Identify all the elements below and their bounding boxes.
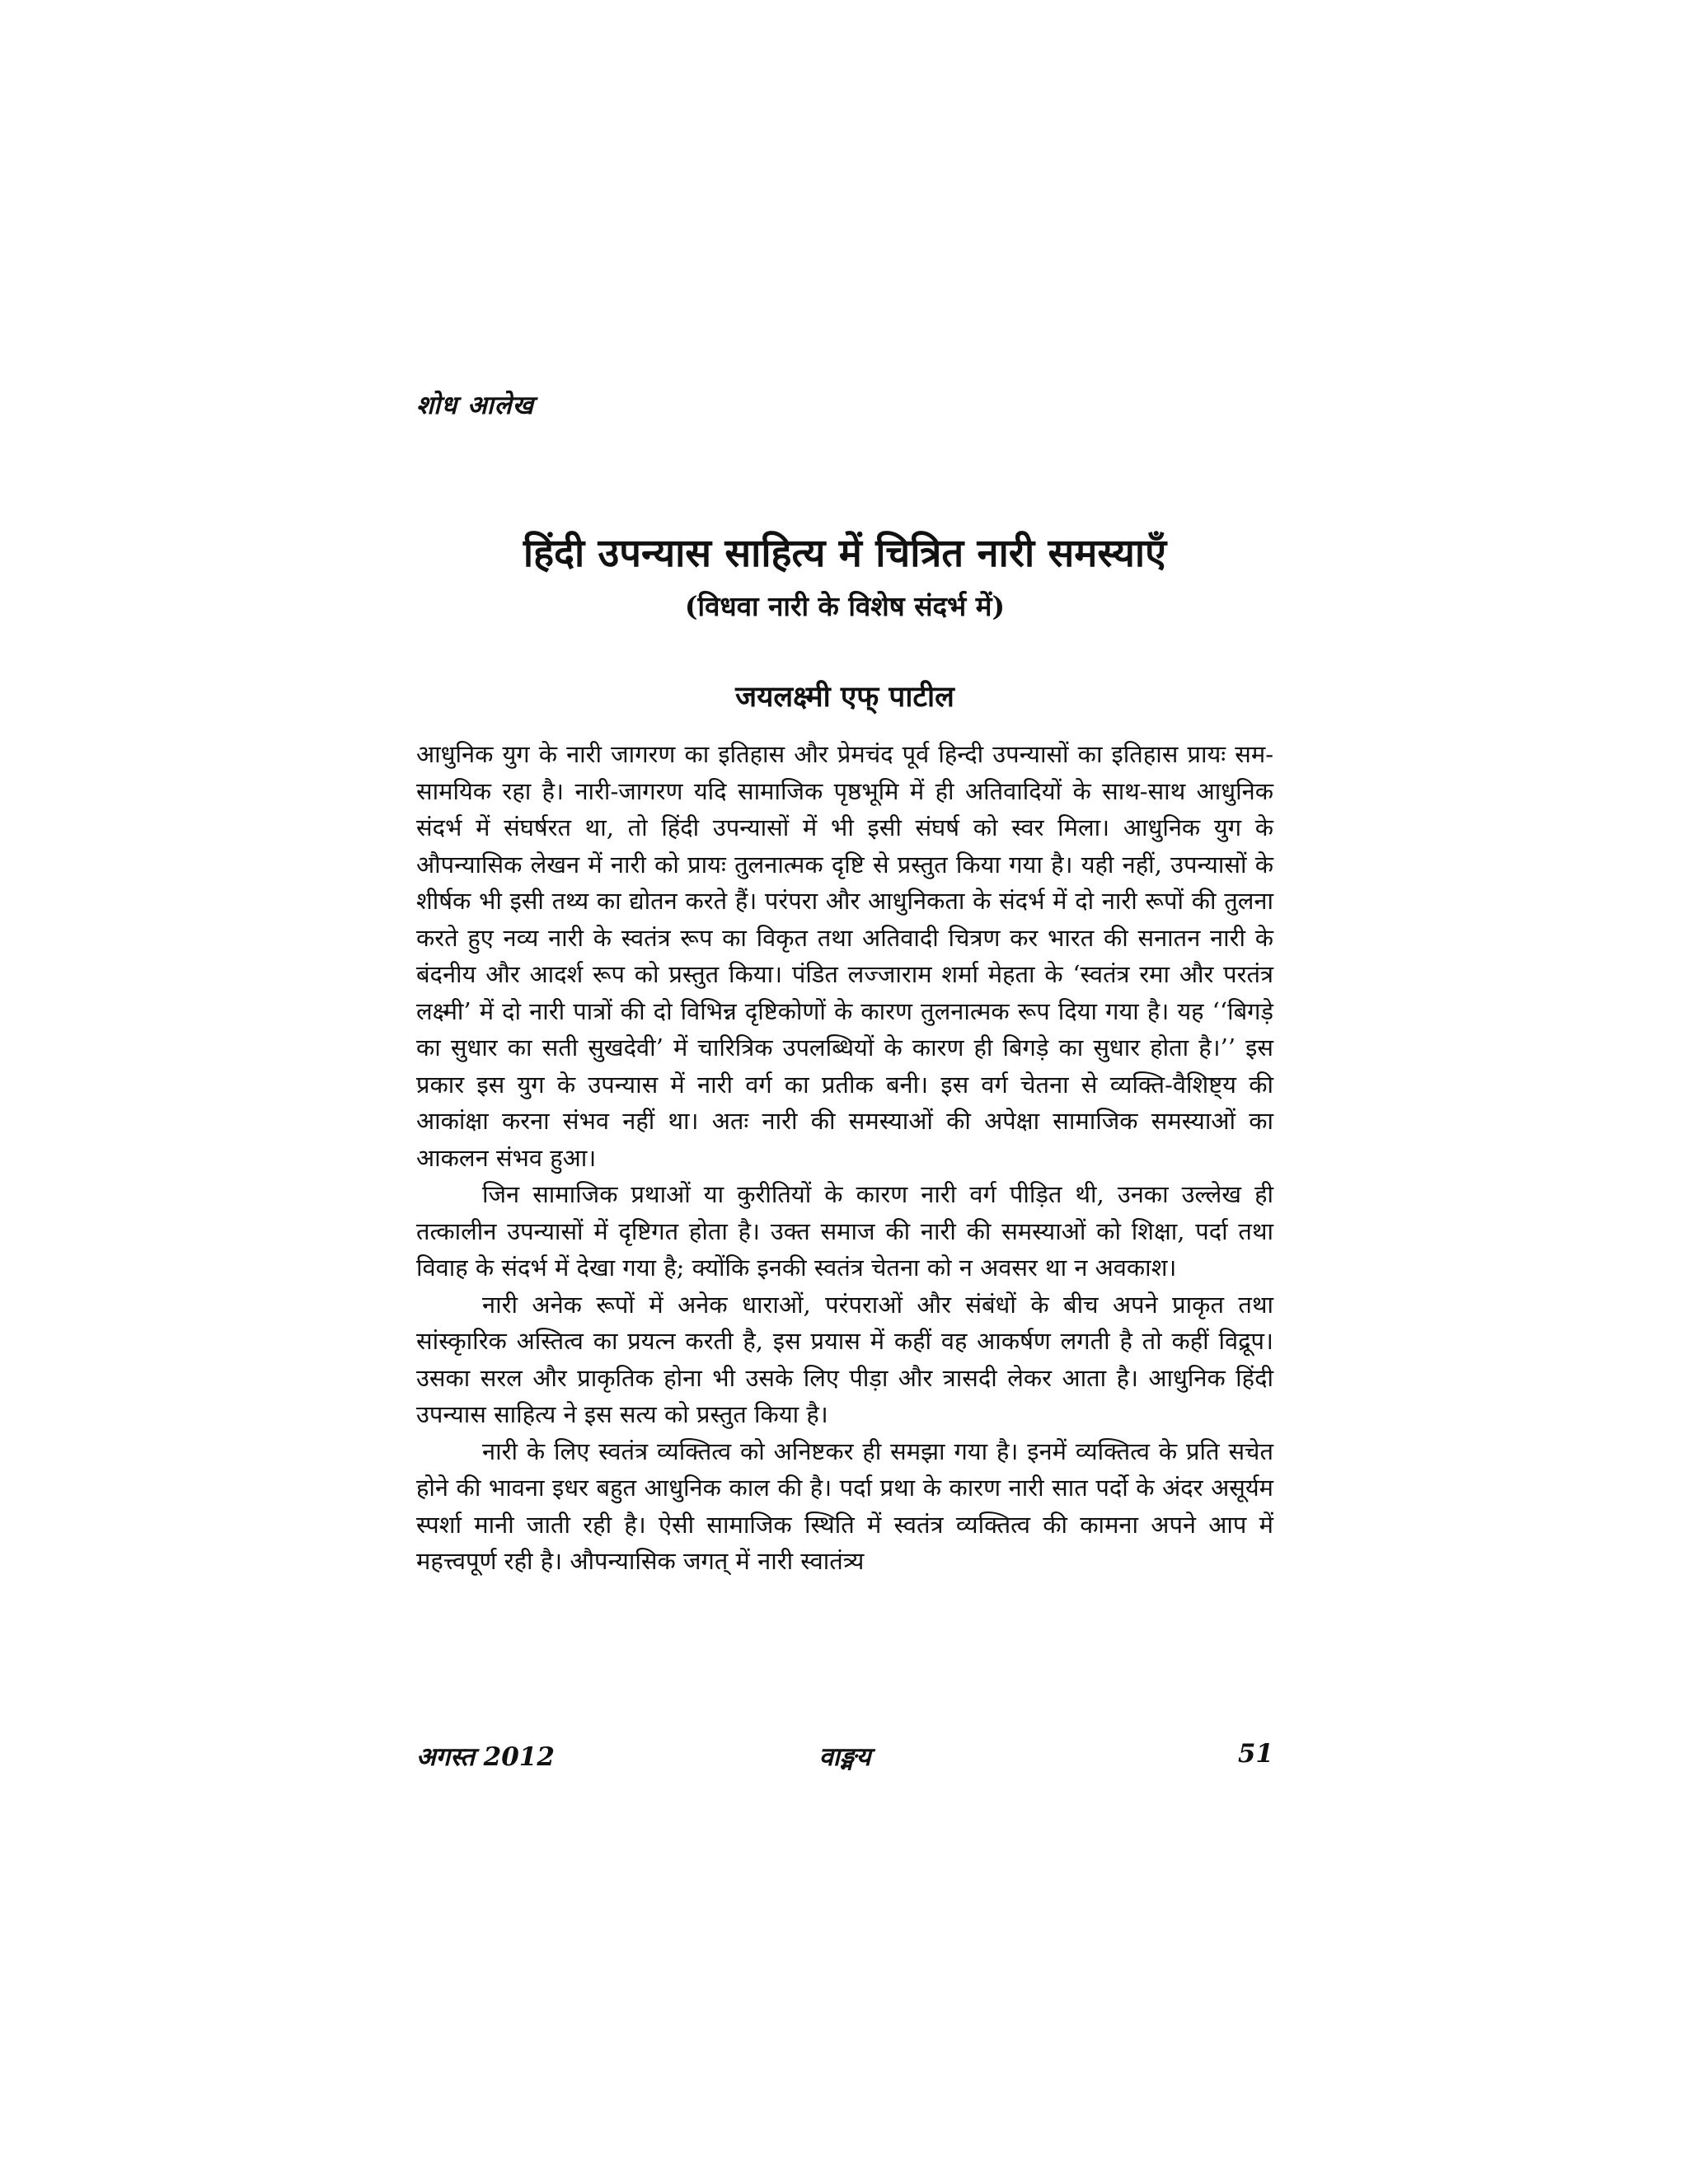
article-heading (416, 527, 1273, 722)
article-subtitle: (विधवा नारी के विशेष संदर्भ में) (684, 590, 1006, 622)
paragraph: नारी के लिए स्वतंत्र व्यक्तित्व को अनिष्टकर ही समझा गया है। इनमें व्यक्तित्व के प्रति सचेत होने की भावना इधर बहुत आधुनिक काल की है। पर्दा प्रथा के कारण नारी सात पर्दो के अंदर असूर्यम स्पर्शा मानी जाती रही है। ऐसी सामाजिक स्थिति में स्वतंत्र व्यक्तित्व की कामना अपने आप में महत्त्वपूर्ण रही है। औपन्यासिक जगत् में नारी स्वातंत्र्य (416, 1436, 1273, 1575)
article-author: जयलक्ष्मी एफ् पाटील (735, 680, 954, 714)
section-label: शोध आलेख (416, 391, 535, 420)
footer-journal-name: वाङ्मय (818, 1742, 871, 1772)
article-body (416, 736, 1273, 1580)
article-title: हिंदी उपन्यास साहित्य में चित्रित नारी समस्याएँ (523, 531, 1167, 576)
page-footer (416, 1739, 1273, 1772)
paragraph: जिन सामाजिक प्रथाओं या कुरीतियों के कारण नारी वर्ग पीड़ित थी, उनका उल्लेख ही तत्कालीन उपन्यासों में दृष्टिगत होता है। उक्त समाज की नारी की समस्याओं को शिक्षा, पर्दा तथा विवाह के संदर्भ में देखा गया है; क्योंकि इनकी स्वतंत्र चेतना को न अवसर था न अवकाश। (416, 1180, 1273, 1282)
footer-issue-date: अगस्त 2012 (416, 1742, 555, 1772)
paragraph: आधुनिक युग के नारी जागरण का इतिहास और प्रेमचंद पूर्व हिन्दी उपन्यासों का इतिहास प्रायः सम-सामयिक रहा है। नारी-जागरण यदि सामाजिक पृष्ठभूमि में ही अतिवादियों के साथ-साथ आधुनिक संदर्भ में संघर्षरत था, तो हिंदी उपन्यासों में भी इसी संघर्ष को स्वर मिला। आधुनिक युग के औपन्यासिक लेखन में नारी को प्रायः तुलनात्मक दृष्टि से प्रस्तुत किया गया है। यही नहीं, उपन्यासों के शीर्षक भी इसी तथ्य का द्योतन करते हैं। परंपरा और आधुनिकता के संदर्भ में दो नारी रूपों की तुलना करते हुए नव्य नारी के स्वतंत्र रूप का विकृत तथा अतिवादी चित्रण कर भारत की सनातन नारी के बंदनीय और आदर्श रूप को प्रस्तुत किया। पंडित लज्जाराम शर्मा मेहता के ‘स्वतंत्र रमा और परतंत्र लक्ष्मी’ में दो नारी पात्रों की दो विभिन्न दृष्टिकोणों के कारण तुलनात्मक रूप दिया गया है। यह ‘‘बिगड़े का सुधार का सती सुखदेवी’ में चारित्रिक उपलब्धियों के कारण ही बिगड़े का सुधार होता है।’’ इस प्रकार इस युग के उपन्यास में नारी वर्ग का प्रतीक बनी। इस वर्ग चेतना से व्यक्ति-वैशिष्ट्य की आकांक्षा करना संभव नहीं था। अतः नारी की समस्याओं की अपेक्षा सामाजिक समस्याओं का आकलन संभव हुआ। (416, 740, 1273, 1172)
paragraph: नारी अनेक रूपों में अनेक धाराओं, परंपराओं और संबंधों के बीच अपने प्राकृत तथा सांस्कृारिक अस्तित्व का प्रयत्न करती है, इस प्रयास में कहीं वह आकर्षण लगती है तो कहीं विद्रूप। उसका सरल और प्राकृतिक होना भी उसके लिए पीड़ा और त्रासदी लेकर आता है। आधुनिक हिंदी उपन्यास साहित्य ने इस सत्य को प्रस्तुत किया है। (416, 1290, 1273, 1428)
footer-page-number: 51 (1237, 1739, 1273, 1769)
